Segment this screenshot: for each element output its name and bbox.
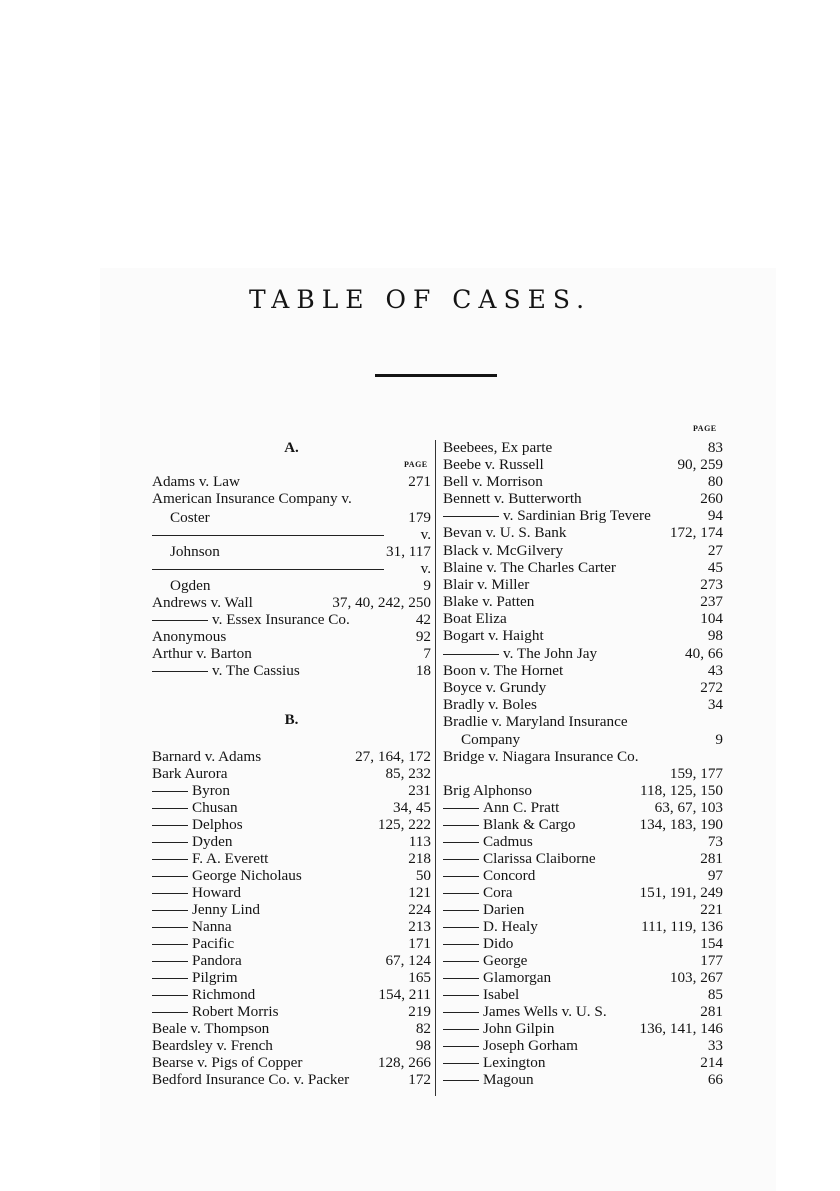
ditto-dash xyxy=(443,876,479,877)
ditto-dash xyxy=(443,1029,479,1030)
case-entry: Bell v. Morrison 80 xyxy=(443,473,723,490)
case-entry: Bradlie v. Maryland Insurance xyxy=(443,713,628,730)
ditto-dash xyxy=(443,927,479,928)
case-entry: Boat Eliza 104 xyxy=(443,610,723,627)
ditto-dash xyxy=(443,910,479,911)
ditto-dash xyxy=(152,961,188,962)
section-heading-a: A. xyxy=(284,440,299,456)
case-entry: Glamorgan 103, 267 xyxy=(443,969,723,986)
case-entry: Bennett v. Butterworth 260 xyxy=(443,490,723,507)
case-entry: George 177 xyxy=(443,952,723,969)
case-entry: Blair v. Miller 273 xyxy=(443,576,723,593)
case-entry: Blaine v. The Charles Carter 45 xyxy=(443,559,723,576)
ditto-dash xyxy=(152,927,188,928)
page-label-right: PAGE xyxy=(693,424,717,433)
case-entry: Blake v. Patten 237 xyxy=(443,593,723,610)
page-title: TABLE OF CASES. xyxy=(248,285,592,314)
case-entry: Ogden 9 xyxy=(170,577,431,594)
case-entry: Clarissa Claiborne 281 xyxy=(443,850,723,867)
ditto-dash xyxy=(152,842,188,843)
case-entry: Brig Alphonso 118, 125, 150 xyxy=(443,782,723,799)
title-rule xyxy=(375,374,497,377)
case-entry: Bevan v. U. S. Bank 172, 174 xyxy=(443,524,723,541)
ditto-dash xyxy=(152,569,384,570)
ditto-dash xyxy=(443,842,479,843)
ditto-dash xyxy=(443,1012,479,1013)
case-entry: Pilgrim 165 xyxy=(152,969,431,986)
case-entry: Nanna 213 xyxy=(152,918,431,935)
case-entry: Bradly v. Boles 34 xyxy=(443,696,723,713)
ditto-dash xyxy=(152,808,188,809)
ditto-dash xyxy=(443,893,479,894)
ditto-dash xyxy=(152,995,188,996)
case-entry: Beardsley v. French 98 xyxy=(152,1037,431,1054)
ditto-dash xyxy=(443,1063,479,1064)
case-entry: Darien 221 xyxy=(443,901,723,918)
case-entry: Arthur v. Barton 7 xyxy=(152,645,431,662)
ditto-dash xyxy=(443,1080,479,1081)
case-entry: Joseph Gorham 33 xyxy=(443,1037,723,1054)
case-entry: Bark Aurora 85, 232 xyxy=(152,765,431,782)
case-entry: Coster 179 xyxy=(170,509,431,526)
ditto-dash xyxy=(152,1012,188,1013)
case-entry: Cora 151, 191, 249 xyxy=(443,884,723,901)
case-entry: 159, 177 xyxy=(669,765,723,782)
ditto-dash xyxy=(443,995,479,996)
case-entry: Chusan 34, 45 xyxy=(152,799,431,816)
case-entry: Dido 154 xyxy=(443,935,723,952)
case-entry: Robert Morris 219 xyxy=(152,1003,431,1020)
case-entry: James Wells v. U. S. 281 xyxy=(443,1003,723,1020)
case-entry: D. Healy 111, 119, 136 xyxy=(443,918,723,935)
ditto-dash xyxy=(443,1046,479,1047)
ditto-dash xyxy=(152,859,188,860)
case-entry: Byron 231 xyxy=(152,782,431,799)
case-entry: Bogart v. Haight 98 xyxy=(443,627,723,644)
ditto-dash xyxy=(443,808,479,809)
case-entry: John Gilpin 136, 141, 146 xyxy=(443,1020,723,1037)
case-entry: Beale v. Thompson 82 xyxy=(152,1020,431,1037)
case-entry: Company 9 xyxy=(461,731,723,748)
case-entry: Delphos 125, 222 xyxy=(152,816,431,833)
case-entry: v. The John Jay 40, 66 xyxy=(443,645,723,662)
case-entry: George Nicholaus 50 xyxy=(152,867,431,884)
case-entry: v. Essex Insurance Co. 42 xyxy=(152,611,431,628)
ditto-dash xyxy=(152,944,188,945)
case-entry: Anonymous 92 xyxy=(152,628,431,645)
case-entry: Howard 121 xyxy=(152,884,431,901)
case-entry: Barnard v. Adams 27, 164, 172 xyxy=(152,748,431,765)
case-entry: v. xyxy=(152,526,431,543)
case-entry: Andrews v. Wall 37, 40, 242, 250 xyxy=(152,594,431,611)
case-entry: Jenny Lind 224 xyxy=(152,901,431,918)
case-entry: Isabel 85 xyxy=(443,986,723,1003)
ditto-dash xyxy=(152,893,188,894)
case-entry: Ann C. Pratt 63, 67, 103 xyxy=(443,799,723,816)
page-label-left: PAGE xyxy=(404,460,428,469)
case-entry: v. xyxy=(152,560,431,577)
case-entry: Adams v. Law 271 xyxy=(152,473,431,490)
ditto-dash xyxy=(152,620,208,621)
ditto-dash xyxy=(152,910,188,911)
ditto-dash xyxy=(152,791,188,792)
ditto-dash xyxy=(443,944,479,945)
case-entry: Pacific 171 xyxy=(152,935,431,952)
case-entry: Black v. McGilvery 27 xyxy=(443,542,723,559)
case-entry: v. The Cassius 18 xyxy=(152,662,431,679)
case-entry: Magoun 66 xyxy=(443,1071,723,1088)
ditto-dash xyxy=(152,671,208,672)
ditto-dash xyxy=(152,825,188,826)
case-entry: Concord 97 xyxy=(443,867,723,884)
section-heading-b: B. xyxy=(284,712,299,728)
ditto-dash xyxy=(443,825,479,826)
ditto-dash xyxy=(443,654,499,655)
case-entry: Lexington 214 xyxy=(443,1054,723,1071)
column-divider xyxy=(435,440,436,1096)
case-entry: Johnson 31, 117 xyxy=(170,543,431,560)
case-entry: Boyce v. Grundy 272 xyxy=(443,679,723,696)
case-entry: American Insurance Company v. xyxy=(152,490,352,507)
case-entry: Blank & Cargo 134, 183, 190 xyxy=(443,816,723,833)
case-entry: Pandora 67, 124 xyxy=(152,952,431,969)
case-entry: Bearse v. Pigs of Copper 128, 266 xyxy=(152,1054,431,1071)
case-entry: Cadmus 73 xyxy=(443,833,723,850)
ditto-dash xyxy=(443,978,479,979)
case-entry: Boon v. The Hornet 43 xyxy=(443,662,723,679)
ditto-dash xyxy=(152,876,188,877)
case-entry: Bridge v. Niagara Insurance Co. xyxy=(443,748,639,765)
ditto-dash xyxy=(443,516,499,517)
ditto-dash xyxy=(443,961,479,962)
case-entry: v. Sardinian Brig Tevere 94 xyxy=(443,507,723,524)
case-entry: Dyden 113 xyxy=(152,833,431,850)
case-entry: Beebe v. Russell 90, 259 xyxy=(443,456,723,473)
ditto-dash xyxy=(152,978,188,979)
case-entry: F. A. Everett 218 xyxy=(152,850,431,867)
case-entry: Beebees, Ex parte 83 xyxy=(443,439,723,456)
case-entry: Bedford Insurance Co. v. Packer 172 xyxy=(152,1071,431,1088)
ditto-dash xyxy=(443,859,479,860)
case-entry: Richmond 154, 211 xyxy=(152,986,431,1003)
ditto-dash xyxy=(152,535,384,536)
